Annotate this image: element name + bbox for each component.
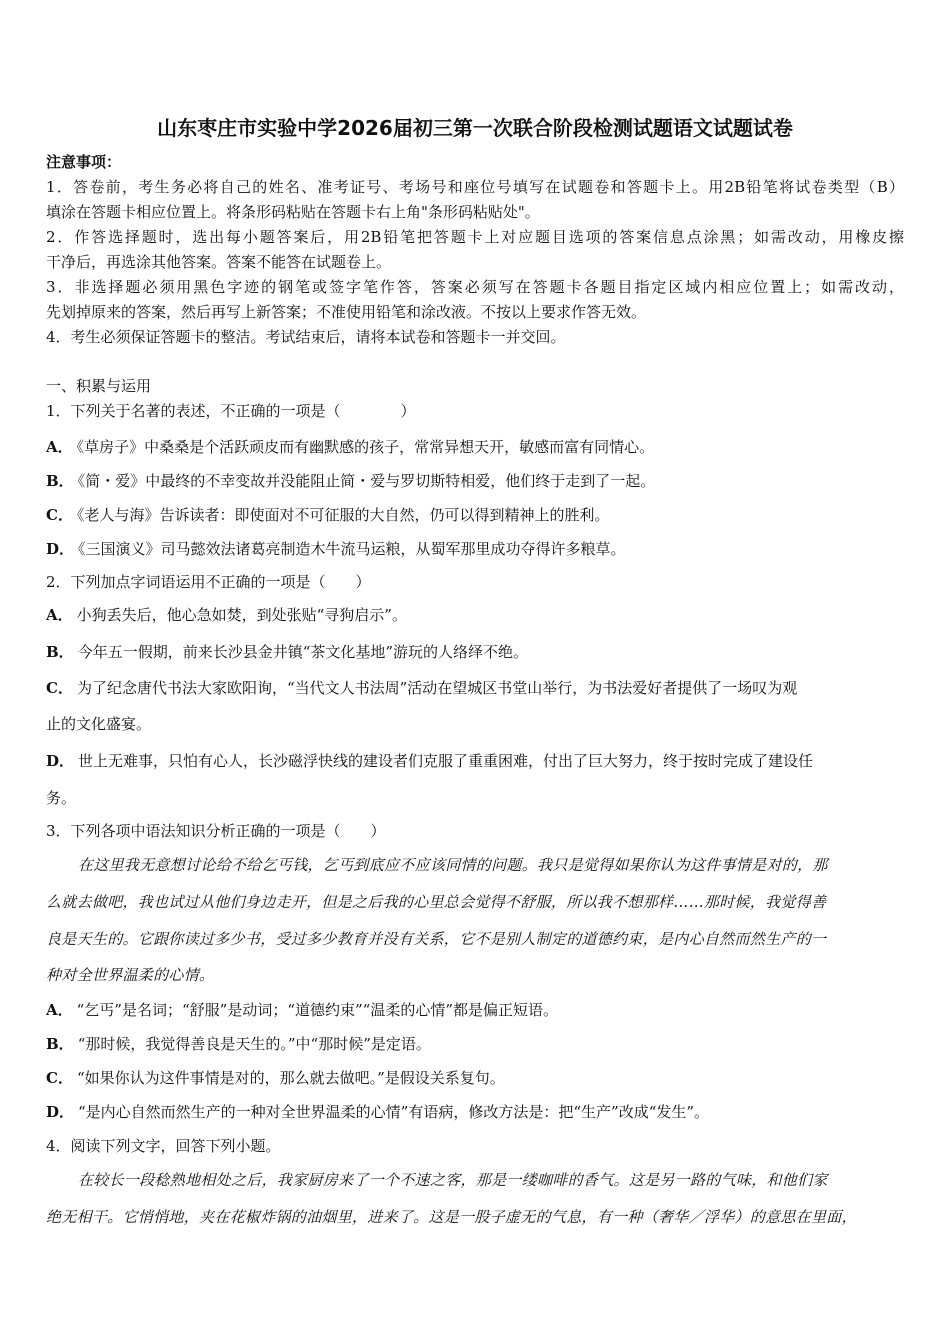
notice-line: 4．考生必须保证答题卡的整洁。考试结束后，请将本试卷和答题卡一并交回。 [46, 328, 566, 346]
option-text: “如果你认为这件事情是对的，那么就去做吧。”是假设关系复句。 [76, 1069, 505, 1087]
option-text: 务。 [46, 789, 77, 807]
question-stem: 3．下列各项中语法知识分析正确的一项是（ ） [46, 822, 386, 840]
option-item [46, 1102, 904, 1122]
option-text: 今年五一假期，前来长沙县金井镇“茶文化基地”游玩的人络绎不绝。 [77, 643, 529, 661]
option-key: D． [46, 752, 75, 770]
option-text: “乞丐”是名词；“舒服”是动词；“道德约束”“温柔的心情”都是偏正短语。 [76, 1001, 558, 1019]
option-text: 为了纪念唐代书法大家欧阳询，“当代文人书法周”活动在望城区书堂山举行，为书法爱好者提供了一场叹为观 [76, 679, 798, 697]
option-text: “那时候，我觉得善良是天生的。”中“那时候”是定语。 [77, 1035, 431, 1053]
option-text: 《老人与海》告诉读者：即使面对不可征服的大自然，仍可以得到精神上的胜利。 [76, 506, 610, 524]
option-key: B． [46, 1035, 74, 1053]
option-key: A． [46, 606, 73, 624]
option-item [46, 642, 904, 662]
option-item [46, 751, 904, 771]
option-key: B． [46, 643, 74, 661]
option-key: C． [46, 679, 73, 697]
option-key: C． [46, 1069, 73, 1087]
option-item [46, 605, 904, 625]
option-text: 止的文化盛宴。 [46, 715, 152, 733]
option-item [46, 788, 904, 808]
option-key: C． [46, 506, 73, 524]
option-item [46, 678, 904, 698]
notice-heading: 注意事项： [46, 153, 122, 171]
option-key: D． [46, 540, 75, 558]
question-stem: 4．阅读下列文字，回答下列小题。 [46, 1137, 281, 1155]
option-text: 小狗丢失后，他心急如焚，到处张贴“寻狗启示”。 [76, 606, 407, 624]
option-item [46, 505, 904, 525]
notice-line: 3．非选择题必须用黑色字迹的钢笔或签字笔作答，答案必须写在答题卡各题目指定区域内相应位置上；如需改动， [46, 278, 904, 296]
option-key: B． [46, 472, 74, 490]
section-heading: 一、积累与运用 [46, 377, 152, 395]
option-item [46, 437, 904, 457]
option-text: 《草房子》中桑桑是个活跃顽皮而有幽默感的孩子，常常异想天开，敏感而富有同情心。 [76, 438, 655, 456]
notice-line: 填涂在答题卡相应位置上。将条形码粘贴在答题卡右上角"条形码粘贴处"。 [46, 203, 540, 221]
notice-line: 1．答卷前，考生务必将自己的姓名、准考证号、考场号和座位号填写在试题卷和答题卡上。用2B铅笔将试卷类型（B） [46, 178, 904, 196]
page-title: 山东枣庄市实验中学2026届初三第一次联合阶段检测试题语文试题试卷 [157, 116, 793, 140]
option-text: 《简・爱》中最终的不幸变故并没能阻止简・爱与罗切斯特相爱，他们终于走到了一起。 [77, 472, 656, 490]
option-key: A． [46, 1001, 73, 1019]
passage-line: 绝无相干。它悄悄地，夹在花椒炸锅的油烟里，进来了。这是一股子虚无的气息，有一种（奢华／浮华）的意思在里面， [46, 1208, 857, 1226]
passage-line: 在这里我无意想讨论给不给乞丐钱，乞丐到底应不应该同情的问题。我只是觉得如果你认为这件事情是对的，那 [78, 856, 828, 874]
passage-line: 么就去做吧，我也试过从他们身边走开，但是之后我的心里总会觉得不舒服，所以我不想那样……那时候，我觉得善 [46, 893, 827, 911]
option-item [46, 714, 904, 734]
passage-line: 良是天生的。它跟你读过多少书，受过多少教育并没有关系，它不是别人制定的道德约束，是内心自然而然生产的一 [46, 930, 827, 948]
passage-line: 种对全世界温柔的心情。 [46, 966, 215, 984]
passage-line: 在较长一段稔熟地相处之后，我家厨房来了一个不速之客，那是一缕咖啡的香气。这是另一路的气味，和他们家 [78, 1171, 828, 1189]
option-key: D． [46, 1103, 75, 1121]
option-item [46, 471, 904, 491]
notice-line: 干净后，再选涂其他答案。答案不能答在试题卷上。 [46, 253, 392, 271]
option-text: 世上无难事，只怕有心人，长沙磁浮快线的建设者们克服了重重困难，付出了巨大努力，终于按时完成了建设任 [78, 752, 814, 770]
option-key: A． [46, 438, 73, 456]
option-item [46, 539, 904, 559]
option-item [46, 1000, 904, 1020]
notice-line: 2．作答选择题时，选出每小题答案后，用2B铅笔把答题卡上对应题目选项的答案信息点涂黑；如需改动，用橡皮擦 [46, 228, 904, 246]
question-stem: 2．下列加点字词语运用不正确的一项是（ ） [46, 573, 371, 591]
option-text: 《三国演义》司马懿效法诸葛亮制造木牛流马运粮，从蜀军那里成功夺得许多粮草。 [78, 540, 626, 558]
question-stem: 1．下列关于名著的表述，不正确的一项是（ ） [46, 402, 416, 420]
notice-line: 先划掉原来的答案，然后再写上新答案；不准使用铅笔和涂改液。不按以上要求作答无效。 [46, 303, 647, 321]
option-text: “是内心自然而然生产的一种对全世界温柔的心情”有语病，修改方法是：把“生产”改成“发生”。 [78, 1103, 710, 1121]
option-item [46, 1034, 904, 1054]
option-item [46, 1068, 904, 1088]
